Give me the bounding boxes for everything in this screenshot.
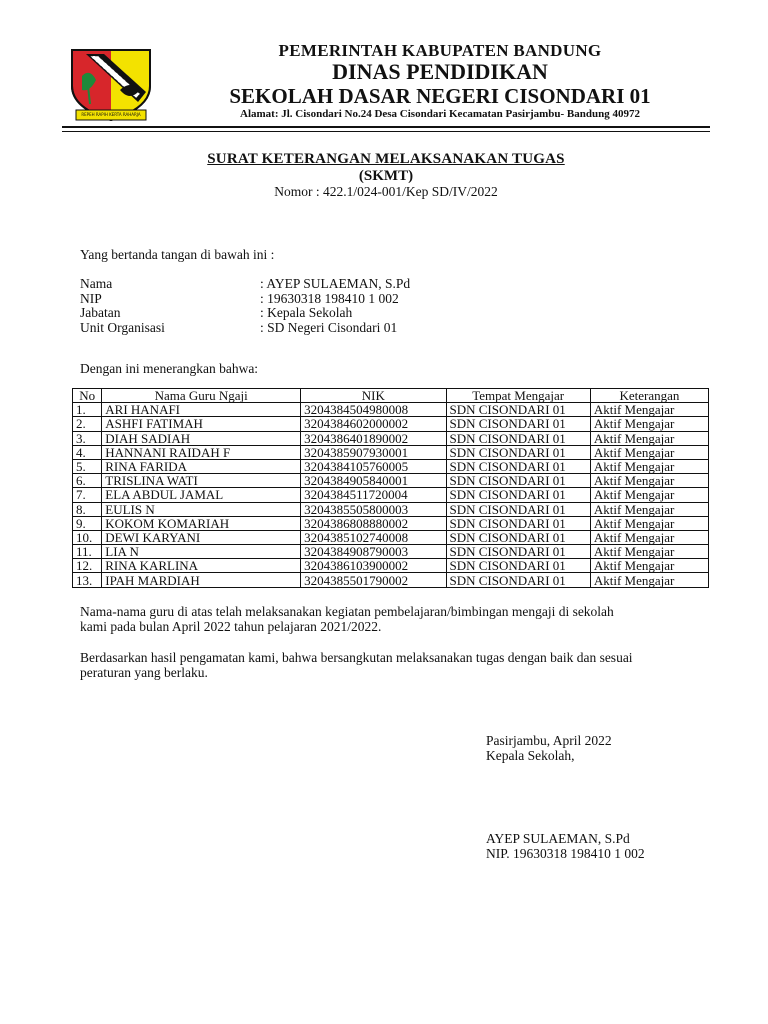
cell-name: TRISLINA WATI — [102, 474, 301, 488]
field-label: Unit Organisasi — [80, 319, 165, 335]
cell-nik: 3204384905840001 — [301, 474, 446, 488]
cell-status: Aktif Mengajar — [590, 488, 708, 502]
cell-status: Aktif Mengajar — [590, 459, 708, 473]
cell-name: KOKOM KOMARIAH — [102, 516, 301, 530]
cell-name: EULIS N — [102, 502, 301, 516]
cell-nik: 3204384908790003 — [301, 545, 446, 559]
table-row — [73, 559, 709, 573]
cell-place: SDN CISONDARI 01 — [446, 530, 590, 544]
assessment-line: Berdasarkan hasil pengamatan kami, bahwa bersangkutan melaksanakan tugas dengan baik dan sesuai — [80, 650, 633, 665]
cell-nik: 3204386103900002 — [301, 559, 446, 573]
cell-status: Aktif Mengajar — [590, 545, 708, 559]
field-value: : AYEP SULAEMAN, S.Pd — [260, 276, 411, 291]
place-date: Pasirjambu, April 2022 — [486, 733, 612, 748]
logo-motto: REPEH RAPIH KERTA RAHARJA — [81, 112, 141, 117]
regency-logo — [68, 46, 154, 126]
cell-nik: 3204384511720004 — [301, 488, 446, 502]
cell-status: Aktif Mengajar — [590, 530, 708, 544]
cell-no: 2. — [73, 417, 102, 431]
cell-place: SDN CISONDARI 01 — [446, 488, 590, 502]
cell-nik: 3204385505800003 — [301, 502, 446, 516]
cell-no: 8. — [73, 502, 102, 516]
cell-status: Aktif Mengajar — [590, 403, 708, 417]
cell-name: DEWI KARYANI — [102, 530, 301, 544]
teacher-table — [72, 388, 709, 588]
cell-name: RINA KARLINA — [102, 559, 301, 573]
field-label: NIP — [80, 290, 102, 306]
table-row — [73, 545, 709, 559]
table-row — [73, 488, 709, 502]
field-row-name — [80, 276, 410, 291]
table-row — [73, 530, 709, 544]
cell-place: SDN CISONDARI 01 — [446, 502, 590, 516]
cell-place: SDN CISONDARI 01 — [446, 445, 590, 459]
cell-status: Aktif Mengajar — [590, 559, 708, 573]
cell-place: SDN CISONDARI 01 — [446, 559, 590, 573]
table-row — [73, 403, 709, 417]
cell-nik: 3204385501790002 — [301, 573, 446, 587]
column-header-status: Keterangan — [590, 389, 708, 403]
table-row — [73, 431, 709, 445]
field-value: : SD Negeri Cisondari 01 — [260, 319, 398, 335]
cell-nik: 3204386401890002 — [301, 431, 446, 445]
signature-header — [486, 733, 612, 763]
cell-name: HANNANI RAIDAH F — [102, 445, 301, 459]
cell-no: 1. — [73, 403, 102, 417]
column-header-nik: NIK — [301, 389, 446, 403]
cell-place: SDN CISONDARI 01 — [446, 573, 590, 587]
cell-nik: 3204385907930001 — [301, 445, 446, 459]
cell-place: SDN CISONDARI 01 — [446, 403, 590, 417]
cell-place: SDN CISONDARI 01 — [446, 417, 590, 431]
cell-status: Aktif Mengajar — [590, 516, 708, 530]
field-value: : Kepala Sekolah — [260, 305, 353, 320]
column-header-name: Nama Guru Ngaji — [102, 389, 301, 403]
cell-status: Aktif Mengajar — [590, 417, 708, 431]
signer-name: AYEP SULAEMAN, S.Pd — [486, 831, 630, 846]
cell-nik: 3204384602000002 — [301, 417, 446, 431]
cell-no: 12. — [73, 559, 102, 573]
signature-block — [486, 831, 645, 861]
declaration-text: Dengan ini menerangkan bahwa: — [80, 361, 259, 376]
letterhead-rule-thin — [62, 131, 710, 132]
statement-line: kami pada bulan April 2022 tahun pelajaran 2021/2022. — [80, 619, 382, 634]
cell-place: SDN CISONDARI 01 — [446, 545, 590, 559]
letterhead-department: DINAS PENDIDIKAN — [332, 59, 548, 84]
signer-nip: NIP. 19630318 198410 1 002 — [486, 846, 645, 861]
cell-no: 11. — [73, 545, 102, 559]
letter-number: Nomor : 422.1/024-001/Kep SD/IV/2022 — [274, 184, 498, 199]
table-row — [73, 474, 709, 488]
cell-no: 6. — [73, 474, 102, 488]
cell-name: DIAH SADIAH — [102, 431, 301, 445]
statement-paragraph — [80, 604, 720, 634]
letterhead-school: SEKOLAH DASAR NEGERI CISONDARI 01 — [229, 84, 651, 108]
table-row — [73, 573, 709, 587]
field-label: Jabatan — [80, 305, 121, 320]
cell-no: 7. — [73, 488, 102, 502]
letterhead-rule-thick — [62, 126, 710, 128]
table-header-row — [73, 389, 709, 403]
cell-name: IPAH MARDIAH — [102, 573, 301, 587]
table-row — [73, 502, 709, 516]
assessment-paragraph — [80, 650, 720, 680]
signer-position: Kepala Sekolah, — [486, 748, 575, 763]
cell-nik: 3204384504980008 — [301, 403, 446, 417]
cell-no: 4. — [73, 445, 102, 459]
field-label: Nama — [80, 276, 113, 291]
intro-text: Yang bertanda tangan di bawah ini : — [80, 247, 275, 262]
table-row — [73, 445, 709, 459]
cell-no: 13. — [73, 573, 102, 587]
cell-name: LIA N — [102, 545, 301, 559]
cell-status: Aktif Mengajar — [590, 474, 708, 488]
cell-status: Aktif Mengajar — [590, 445, 708, 459]
signer-fields — [80, 276, 410, 334]
cell-status: Aktif Mengajar — [590, 431, 708, 445]
table-row — [73, 417, 709, 431]
field-value: : 19630318 198410 1 002 — [260, 290, 399, 306]
letterhead-address: Alamat: Jl. Cisondari No.24 Desa Cisondari Kecamatan Pasirjambu- Bandung 40972 — [240, 108, 640, 120]
assessment-line: peraturan yang berlaku. — [80, 665, 208, 680]
cell-place: SDN CISONDARI 01 — [446, 474, 590, 488]
cell-status: Aktif Mengajar — [590, 573, 708, 587]
field-row-position — [80, 305, 410, 320]
letterhead-government: PEMERINTAH KABUPATEN BANDUNG — [278, 41, 602, 60]
cell-no: 5. — [73, 459, 102, 473]
column-header-place: Tempat Mengajar — [446, 389, 590, 403]
cell-nik: 3204386808880002 — [301, 516, 446, 530]
field-row-unit — [80, 320, 410, 335]
cell-no: 3. — [73, 431, 102, 445]
table-row — [73, 459, 709, 473]
cell-status: Aktif Mengajar — [590, 502, 708, 516]
letter-title: SURAT KETERANGAN MELAKSANAKAN TUGAS — [207, 151, 565, 167]
column-header-no: No — [73, 389, 102, 403]
cell-name: ASHFI FATIMAH — [102, 417, 301, 431]
cell-place: SDN CISONDARI 01 — [446, 431, 590, 445]
statement-line: Nama-nama guru di atas telah melaksanakan kegiatan pembelajaran/bimbingan mengaji di sekolah — [80, 604, 614, 619]
table-row — [73, 516, 709, 530]
cell-name: ARI HANAFI — [102, 403, 301, 417]
cell-no: 10. — [73, 530, 102, 544]
cell-nik: 3204385102740008 — [301, 530, 446, 544]
cell-name: ELA ABDUL JAMAL — [102, 488, 301, 502]
cell-name: RINA FARIDA — [102, 459, 301, 473]
letter-abbreviation: (SKMT) — [358, 168, 414, 184]
field-row-nip — [80, 291, 410, 306]
cell-nik: 3204384105760005 — [301, 459, 446, 473]
cell-no: 9. — [73, 516, 102, 530]
cell-place: SDN CISONDARI 01 — [446, 516, 590, 530]
cell-place: SDN CISONDARI 01 — [446, 459, 590, 473]
